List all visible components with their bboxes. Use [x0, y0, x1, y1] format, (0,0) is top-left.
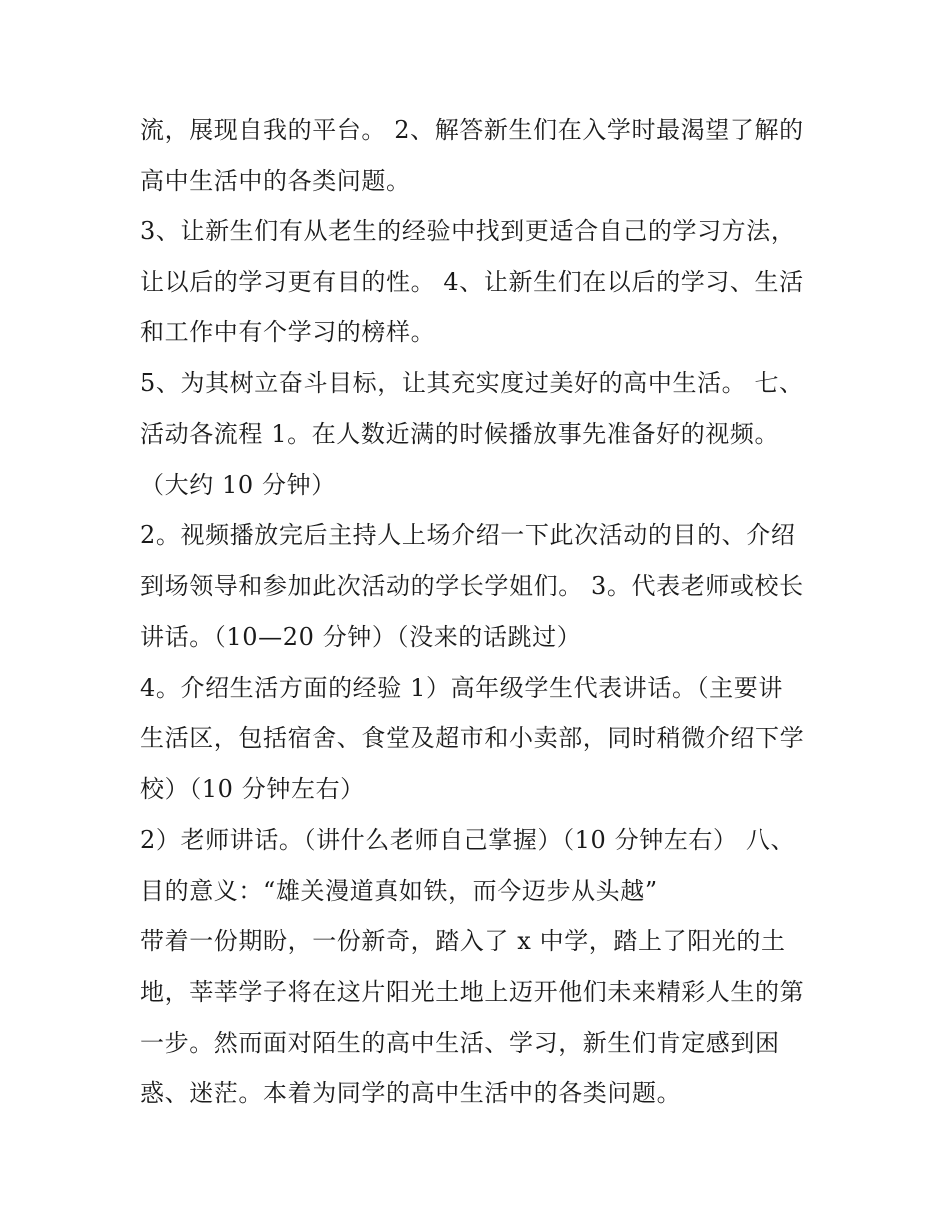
text-line: 目的意义：“雄关漫道真如铁，而今迈步从头越” — [140, 877, 658, 905]
text-line: 4。介绍生活方面的经验 1）高年级学生代表讲话。（主要讲 — [140, 674, 783, 702]
text-line: 让以后的学习更有目的性。 4、让新生们在以后的学习、生活 — [140, 268, 804, 296]
text-line: 讲话。（10—20 分钟）（没来的话跳过） — [140, 623, 582, 651]
text-line: 活动各流程 1。在人数近满的时候播放事先准备好的视频。 — [140, 420, 780, 448]
text-line: 流，展现自我的平台。 2、解答新生们在入学时最渴望了解的 — [140, 116, 804, 144]
text-line: 和工作中有个学习的榜样。 — [140, 318, 436, 346]
text-line: 惑、迷茫。本着为同学的高中生活中的各类问题。 — [140, 1079, 682, 1107]
text-line: （大约 10 分钟） — [140, 471, 336, 499]
text-line: 一步。然而面对陌生的高中生活、学习，新生们肯定感到困 — [140, 1029, 780, 1057]
text-line: 带着一份期盼，一份新奇，踏入了 x 中学，踏上了阳光的土 — [140, 927, 786, 955]
text-line: 2。视频播放完后主持人上场介绍一下此次活动的目的、介绍 — [140, 521, 796, 549]
text-line: 地，莘莘学子将在这片阳光土地上迈开他们未来精彩人生的第 — [140, 978, 805, 1006]
text-line: 到场领导和参加此次活动的学长学姐们。 3。代表老师或校长 — [140, 572, 804, 600]
text-line: 3、让新生们有从老生的经验中找到更适合自己的学习方法， — [140, 217, 796, 245]
text-line: 生活区，包括宿舍、食堂及超市和小卖部，同时稍微介绍下学 — [140, 724, 805, 752]
text-line: 5、为其树立奋斗目标，让其充实度过美好的高中生活。 七、 — [140, 369, 804, 397]
text-line: 校）（10 分钟左右） — [140, 775, 365, 803]
text-line: 高中生活中的各类问题。 — [140, 167, 411, 195]
text-line: 2）老师讲话。（讲什么老师自己掌握）（10 分钟左右） 八、 — [140, 826, 796, 854]
